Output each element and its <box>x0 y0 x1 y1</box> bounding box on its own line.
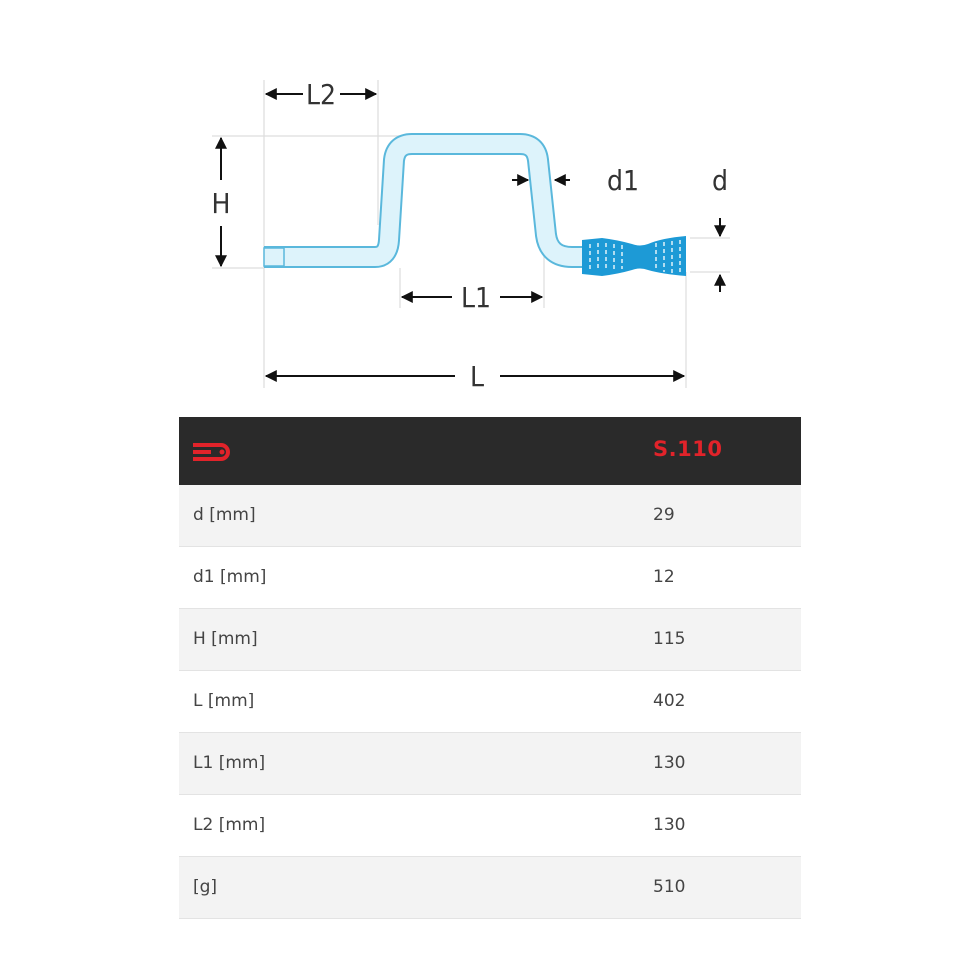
row-label: [g] <box>193 877 218 897</box>
extension-lines <box>212 80 730 388</box>
brand-logo-icon <box>193 439 235 465</box>
row-value: 29 <box>653 505 675 525</box>
square-drive-end <box>264 248 284 266</box>
table-row <box>179 547 801 609</box>
dimension-l2 <box>266 78 376 111</box>
dimension-l <box>266 360 684 393</box>
row-label: d1 [mm] <box>193 567 267 587</box>
row-label: L1 [mm] <box>193 753 266 773</box>
row-label: L2 [mm] <box>193 815 266 835</box>
specification-table <box>179 417 801 919</box>
label-d: d <box>712 164 728 197</box>
row-label: d [mm] <box>193 505 256 525</box>
label-d1: d1 <box>606 164 640 197</box>
handle-grip <box>582 236 686 276</box>
label-l1: L1 <box>460 281 492 314</box>
brace-body <box>264 144 582 257</box>
row-value: 510 <box>653 877 686 897</box>
tool-dimension-diagram <box>0 0 980 410</box>
model-code: S.110 <box>653 437 723 461</box>
table-row <box>179 485 801 547</box>
dimension-l1 <box>402 281 542 314</box>
label-l2: L2 <box>305 78 337 111</box>
row-label: H [mm] <box>193 629 258 649</box>
dimension-h <box>212 138 231 266</box>
table-row <box>179 795 801 857</box>
label-h: H <box>211 187 231 220</box>
table-row <box>179 733 801 795</box>
dimension-d <box>712 164 728 292</box>
table-row <box>179 671 801 733</box>
table-row <box>179 857 801 919</box>
row-value: 130 <box>653 753 686 773</box>
table-row <box>179 609 801 671</box>
row-value: 12 <box>653 567 675 587</box>
label-l: L <box>469 360 485 393</box>
table-header <box>179 417 801 485</box>
row-label: L [mm] <box>193 691 255 711</box>
row-value: 130 <box>653 815 686 835</box>
row-value: 115 <box>653 629 686 649</box>
row-value: 402 <box>653 691 686 711</box>
